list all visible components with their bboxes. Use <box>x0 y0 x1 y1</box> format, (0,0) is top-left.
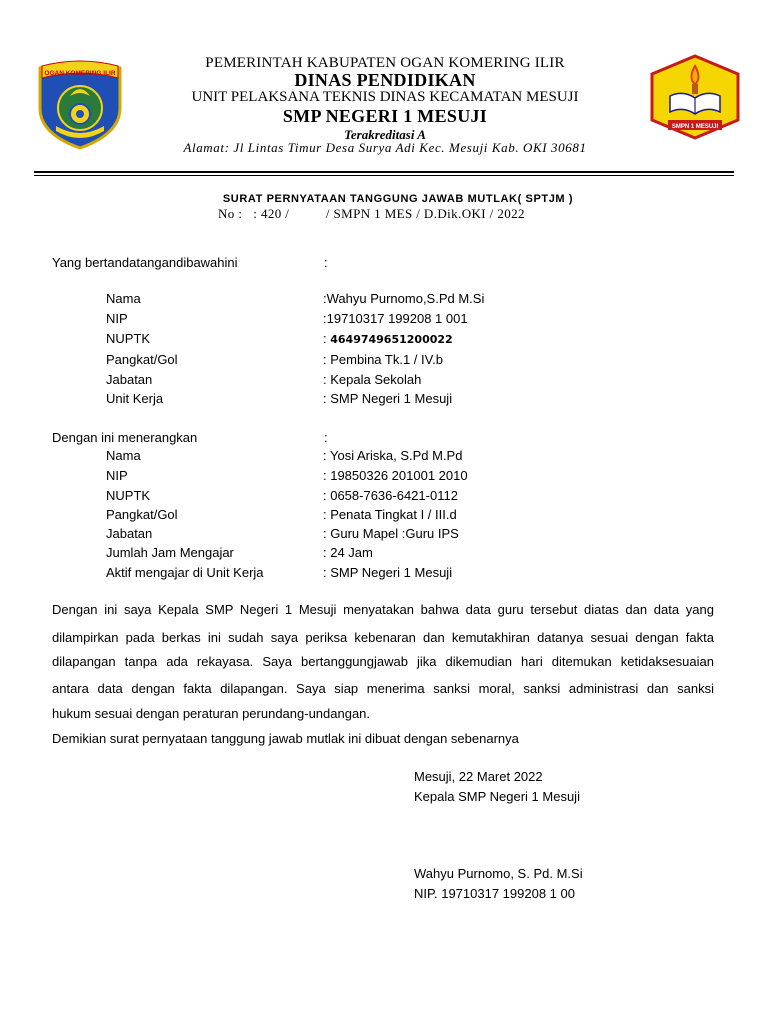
logo-left-banner: OGAN KOMERING ILIR <box>44 70 116 77</box>
signature-name: Wahyu Purnomo, S. Pd. M.Si <box>414 866 583 881</box>
teacher-label-jam: Jumlah Jam Mengajar <box>106 545 234 560</box>
teacher-label-jabatan: Jabatan <box>106 526 153 541</box>
signer-label-nama: Nama <box>106 291 141 306</box>
signature-role: Kepala SMP Negeri 1 Mesuji <box>414 789 580 804</box>
logo-right-banner: SMPN 1 MESUJI <box>671 124 719 130</box>
kabupaten-oki-logo <box>34 56 126 150</box>
statement-line-3: dilapangan tanpa ada rekayasa. Saya bertanggungjawab jika dikemudian hari ditemukan ketidaksesuaian <box>52 654 714 669</box>
teacher-value-pangkat: : Penata Tingkat I / III.d <box>323 507 457 522</box>
teacher-label-pangkat: Pangkat/Gol <box>106 507 178 522</box>
header-accreditation: Terakreditasi A <box>344 127 426 142</box>
header-agency: DINAS PENDIDIKAN <box>294 70 476 90</box>
statement-line-1: Dengan ini saya Kepala SMP Negeri 1 Mesuji menyatakan bahwa data guru tersebut diatas dan data yang <box>52 602 714 617</box>
header-address: Alamat: Jl Lintas Timur Desa Surya Adi Kec. Mesuji Kab. OKI 30681 <box>183 140 587 155</box>
teacher-label-unit: Aktif mengajar di Unit Kerja <box>106 565 264 580</box>
signer-value-nip: :19710317 199208 1 001 <box>323 311 468 326</box>
teacher-label-nuptk: NUPTK <box>106 488 151 503</box>
declare-label: Dengan ini menerangkan <box>52 430 198 445</box>
teacher-value-nama: : Yosi Ariska, S.Pd M.Pd <box>323 448 463 463</box>
signer-value-pangkat: : Pembina Tk.1 / IV.b <box>323 352 443 367</box>
teacher-value-unit: : SMP Negeri 1 Mesuji <box>323 565 453 580</box>
signer-label-nip: NIP <box>106 311 128 326</box>
statement-line-2: dilampirkan pada berkas ini sudah saya periksa kebenaran dan kemutakhiran datanya sesuai dengan fakta <box>52 630 714 645</box>
place-date: Mesuji, 22 Maret 2022 <box>414 769 543 784</box>
teacher-value-nip: : 19850326 201001 2010 <box>323 468 468 483</box>
intro-colon: : <box>324 255 328 270</box>
statement-line-5: hukum sesuai dengan peraturan perundang-undangan. <box>52 706 371 721</box>
teacher-label-nip: NIP <box>106 468 128 483</box>
teacher-value-jam: : 24 Jam <box>323 545 373 560</box>
statement-line-4: antara data dengan fakta dilapangan. Saya siap menerima sanksi moral, sanksi administrasi dan sanksi <box>52 681 714 696</box>
declare-colon: : <box>324 430 328 445</box>
signer-label-nuptk: NUPTK <box>106 331 151 346</box>
letter-title: SURAT PERNYATAAN TANGGUNG JAWAB MUTLAK( SPTJM ) <box>222 193 574 205</box>
teacher-value-jabatan: : Guru Mapel :Guru IPS <box>323 526 459 541</box>
closing-sentence: Demikian surat pernyataan tanggung jawab mutlak ini dibuat dengan sebenarnya <box>52 731 519 746</box>
intro-label: Yang bertandatangandibawahini <box>52 255 238 270</box>
signer-value-nuptk <box>323 331 453 346</box>
signer-value-nama: :Wahyu Purnomo,S.Pd M.Si <box>323 291 485 306</box>
header-government: PEMERINTAH KABUPATEN OGAN KOMERING ILIR <box>205 55 565 71</box>
teacher-value-nuptk: : 0658-7636-6421-0112 <box>323 488 458 503</box>
signer-nuptk-number: 4649749651200022 <box>330 333 453 346</box>
signer-value-jabatan: : Kepala Sekolah <box>323 372 422 387</box>
letterhead-rule-thick <box>34 171 734 173</box>
signer-label-jabatan: Jabatan <box>106 372 153 387</box>
letter-number: No : : 420 / / SMPN 1 MES / D.Dik.OKI / 2022 <box>218 206 525 221</box>
letterhead-rule-thin <box>34 175 734 176</box>
signer-label-pangkat: Pangkat/Gol <box>106 352 178 367</box>
teacher-label-nama: Nama <box>106 448 141 463</box>
signature-nip: NIP. 19710317 199208 1 00 <box>414 886 575 901</box>
signer-nuptk-colon: : <box>323 331 331 346</box>
signer-label-unit: Unit Kerja <box>106 391 164 406</box>
header-school-name: SMP NEGERI 1 MESUJI <box>282 106 488 126</box>
smpn-1-mesuji-logo <box>650 54 740 140</box>
signer-value-unit: : SMP Negeri 1 Mesuji <box>323 391 453 406</box>
header-unit: UNIT PELAKSANA TEKNIS DINAS KECAMATAN MESUJI <box>191 89 579 105</box>
